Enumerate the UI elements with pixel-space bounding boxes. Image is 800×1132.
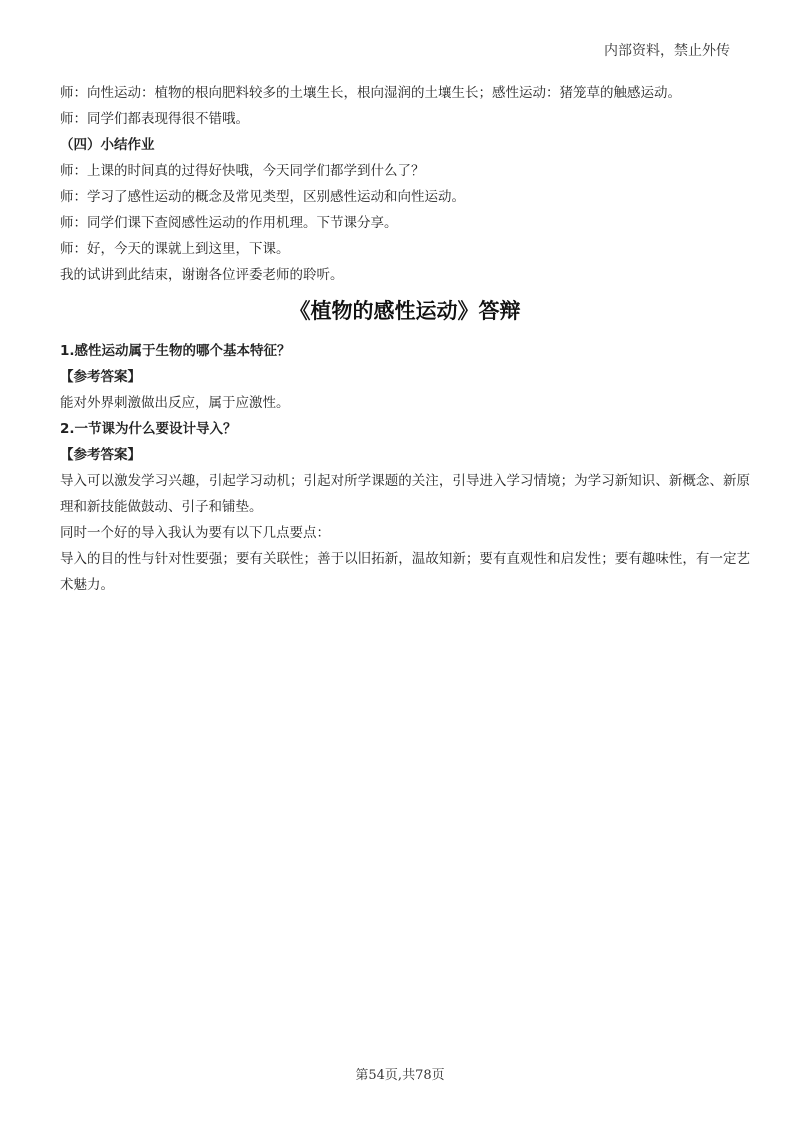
- page-number: 第54页,共78页: [355, 1068, 445, 1083]
- dialogue-line: 师：向性运动：植物的根向肥料较多的土壤生长，根向湿润的土壤生长；感性运动：猪笼草的触感运动。: [60, 85, 681, 101]
- page-content: [60, 80, 750, 598]
- question-1: 1.感性运动属于生物的哪个基本特征？: [60, 343, 291, 359]
- closing-line: 我的试讲到此结束，谢谢各位评委老师的聆听。: [60, 267, 344, 283]
- dialogue-line: 师：好，今天的课就上到这里，下课。: [60, 241, 290, 257]
- dialogue-line: 师：同学们课下查阅感性运动的作用机理。下节课分享。: [60, 215, 398, 231]
- question-2: 2.一节课为什么要设计导入？: [60, 421, 237, 437]
- answer-paragraph: 能对外界刺激做出反应，属于应激性。: [60, 395, 290, 411]
- section-heading: （四）小结作业: [60, 137, 155, 153]
- answer-label: 【参考答案】: [60, 447, 141, 463]
- dialogue-line: 师：上课的时间真的过得好快哦，今天同学们都学到什么了？: [60, 163, 425, 179]
- dialogue-line: 师：同学们都表现得很不错哦。: [60, 111, 249, 127]
- answer-paragraph: 导入可以激发学习兴趣，引起学习动机；引起对所学课题的关注，引导进入学习情境；为学习新知识、新概念、新原理和新技能做鼓动、引子和铺垫。: [60, 473, 750, 515]
- answer-paragraph: 导入的目的性与针对性要强；要有关联性；善于以旧拓新，温故知新；要有直观性和启发性；要有趣味性，有一定艺术魅力。: [60, 551, 750, 593]
- answer-paragraph: 同时一个好的导入我认为要有以下几点要点：: [60, 525, 330, 541]
- defense-title: 《植物的感性运动》答辩: [289, 299, 521, 323]
- confidential-note: 内部资料，禁止外传: [604, 43, 730, 59]
- answer-label: 【参考答案】: [60, 369, 141, 385]
- dialogue-line: 师：学习了感性运动的概念及常见类型，区别感性运动和向性运动。: [60, 189, 465, 205]
